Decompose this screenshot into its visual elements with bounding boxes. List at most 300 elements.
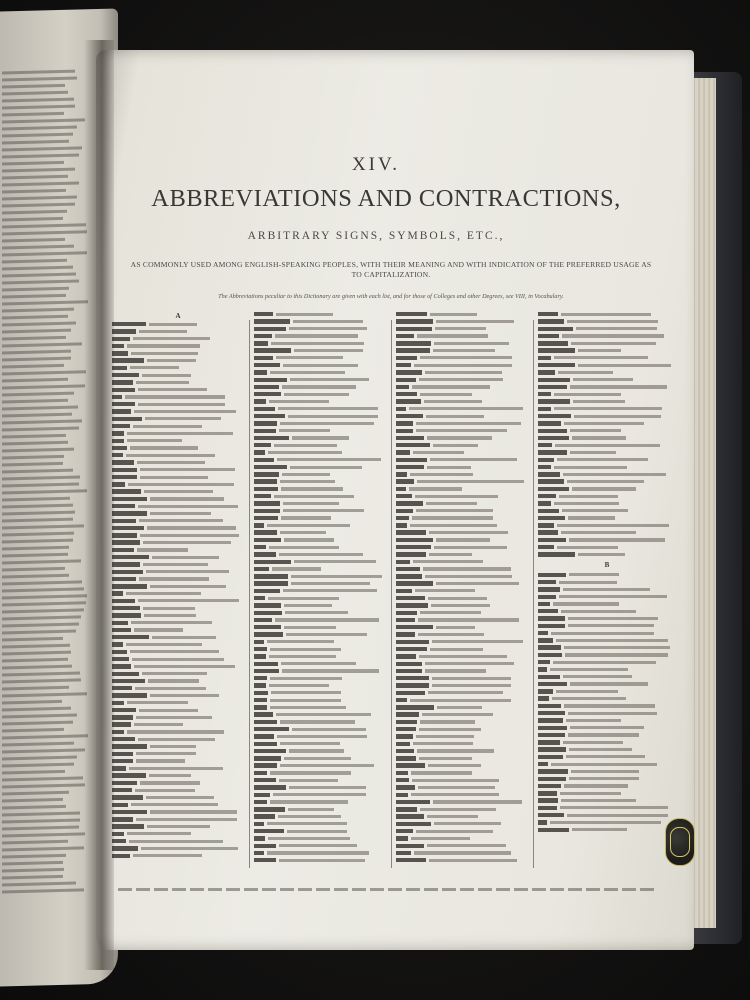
entry-meaning	[268, 597, 339, 600]
abbreviation-entry	[538, 675, 676, 679]
left-page-print-line	[2, 511, 75, 516]
abbreviation-entry	[254, 436, 386, 440]
abbreviation-entry	[112, 708, 244, 712]
entry-abbreviation	[254, 851, 264, 855]
entry-meaning	[410, 473, 473, 476]
abbreviation-entry	[254, 749, 386, 753]
entry-meaning	[279, 844, 356, 847]
entry-abbreviation	[538, 530, 558, 534]
entry-abbreviation	[254, 698, 267, 702]
left-page-print-line	[2, 399, 68, 404]
abbreviation-entry	[112, 351, 244, 355]
entry-meaning	[283, 509, 363, 512]
entry-meaning	[280, 480, 335, 483]
entry-abbreviation	[538, 740, 560, 744]
abbreviation-entry	[538, 523, 676, 527]
entry-meaning	[563, 473, 666, 476]
entry-abbreviation	[396, 312, 427, 316]
entry-abbreviation	[538, 341, 568, 345]
entry-abbreviation	[112, 388, 135, 392]
entry-abbreviation	[538, 319, 564, 323]
entry-meaning	[419, 728, 481, 731]
entry-meaning	[553, 602, 619, 605]
entry-meaning	[563, 588, 651, 591]
entry-abbreviation	[254, 676, 267, 680]
entry-meaning	[130, 650, 219, 653]
abbreviation-entry	[396, 647, 528, 651]
entry-abbreviation	[396, 858, 426, 862]
entry-abbreviation	[254, 319, 290, 323]
left-page-print-line	[2, 140, 69, 145]
entry-abbreviation	[254, 450, 265, 454]
left-page-print-line	[2, 539, 73, 544]
entry-meaning	[280, 720, 355, 723]
entry-meaning	[569, 573, 619, 576]
entry-abbreviation	[538, 392, 551, 396]
entry-abbreviation	[396, 516, 409, 520]
entry-meaning	[144, 614, 196, 617]
abbreviation-entry	[254, 443, 386, 447]
entry-abbreviation	[112, 621, 128, 625]
abbreviation-entry	[112, 606, 244, 610]
entry-meaning	[287, 830, 346, 833]
entry-meaning	[147, 359, 196, 362]
entry-meaning	[417, 480, 524, 483]
abbreviation-entry	[538, 660, 676, 664]
entry-meaning	[433, 800, 522, 803]
abbreviation-entry	[112, 482, 244, 486]
entry-meaning	[571, 770, 639, 773]
entry-meaning	[138, 738, 215, 741]
entry-abbreviation	[254, 596, 265, 600]
abbreviation-entry	[112, 715, 244, 719]
entry-meaning	[270, 699, 341, 702]
abbreviation-entry	[112, 555, 244, 559]
entry-abbreviation	[254, 436, 289, 440]
entry-abbreviation	[254, 829, 284, 833]
entry-abbreviation	[112, 606, 140, 610]
abbreviation-entry	[396, 589, 528, 593]
left-page-print-line	[2, 448, 74, 453]
entry-meaning	[570, 726, 645, 729]
entry-meaning	[573, 400, 625, 403]
entry-abbreviation	[112, 555, 149, 559]
entry-meaning	[570, 429, 621, 432]
abbreviation-entry	[538, 378, 676, 382]
left-page-print-line	[2, 475, 80, 480]
abbreviation-entry	[254, 829, 386, 833]
entry-meaning	[436, 320, 514, 323]
abbreviation-entry	[254, 348, 386, 352]
entry-abbreviation	[396, 327, 432, 331]
entry-abbreviation	[396, 625, 433, 629]
entry-meaning	[564, 646, 670, 649]
entry-abbreviation	[396, 523, 407, 527]
abbreviation-entry	[254, 523, 386, 527]
entry-abbreviation	[254, 465, 287, 469]
entry-abbreviation	[254, 763, 277, 767]
abbreviation-entry	[538, 747, 676, 751]
abbreviation-entry	[112, 599, 244, 603]
entry-abbreviation	[538, 363, 575, 367]
entry-abbreviation	[538, 378, 570, 382]
abbreviation-entry	[112, 584, 244, 588]
entry-meaning	[274, 495, 354, 498]
entry-meaning	[430, 648, 483, 651]
entry-meaning	[436, 538, 491, 541]
abbreviation-entry	[538, 399, 676, 403]
abbreviation-entry	[112, 591, 244, 595]
entry-abbreviation	[254, 793, 270, 797]
abbreviation-entry	[396, 312, 528, 316]
entry-abbreviation	[112, 548, 134, 552]
abbreviation-entry	[396, 814, 528, 818]
entry-meaning	[125, 395, 224, 398]
entry-abbreviation	[538, 587, 560, 591]
entry-abbreviation	[112, 482, 125, 486]
abbreviation-entry	[254, 567, 386, 571]
abbreviation-entry	[254, 501, 386, 505]
abbreviation-entry	[254, 509, 386, 513]
entry-meaning	[427, 436, 492, 439]
entry-meaning	[434, 822, 500, 825]
abbreviation-entry	[538, 421, 676, 425]
entry-abbreviation	[112, 788, 132, 792]
abbreviation-entry	[254, 458, 386, 462]
left-page-print-line	[2, 504, 73, 509]
entry-meaning	[139, 709, 199, 712]
entry-meaning	[432, 640, 523, 643]
abbreviation-entry	[396, 458, 528, 462]
entry-meaning	[419, 378, 503, 381]
entry-meaning	[275, 334, 358, 337]
entry-abbreviation	[112, 693, 147, 697]
abbreviation-entry	[396, 712, 528, 716]
entry-abbreviation	[538, 711, 565, 715]
abbreviation-entry	[112, 417, 244, 421]
entry-meaning	[578, 349, 620, 352]
entry-abbreviation	[254, 407, 275, 411]
entry-abbreviation	[396, 429, 413, 433]
entry-abbreviation	[396, 683, 429, 687]
column-3	[396, 312, 528, 872]
entry-meaning	[136, 818, 237, 821]
abbreviation-entry	[396, 479, 528, 483]
abbreviation-entry	[396, 392, 528, 396]
entry-abbreviation	[254, 494, 271, 498]
page-title: ABBREVIATIONS AND CONTRACTIONS,	[151, 185, 621, 212]
entry-meaning	[566, 755, 645, 758]
abbreviation-entry	[254, 742, 386, 746]
left-page-print-line	[2, 370, 86, 375]
section-letter-a: A	[175, 312, 181, 320]
entry-meaning	[418, 633, 484, 636]
entry-meaning	[277, 735, 367, 738]
left-page-print-line	[2, 469, 73, 474]
abbreviation-entry	[538, 784, 676, 788]
abbreviation-entry	[396, 581, 528, 585]
abbreviation-entry	[112, 679, 244, 683]
abbreviation-entry	[254, 319, 386, 323]
abbreviation-entry	[254, 530, 386, 534]
entry-meaning	[431, 604, 490, 607]
abbreviation-entry	[538, 820, 676, 824]
entry-abbreviation	[254, 589, 280, 593]
abbreviation-entry	[396, 596, 528, 600]
abbreviation-entry	[254, 407, 386, 411]
entry-abbreviation	[396, 844, 424, 848]
abbreviation-entry	[112, 744, 244, 748]
entry-meaning	[561, 313, 651, 316]
entry-meaning	[420, 393, 472, 396]
entry-meaning	[570, 385, 668, 388]
entry-meaning	[289, 786, 366, 789]
entry-meaning	[557, 524, 668, 527]
left-page-print-line	[2, 875, 63, 880]
left-page-print-line	[2, 763, 74, 768]
entry-meaning	[269, 655, 336, 658]
entry-abbreviation	[254, 618, 272, 622]
abbreviation-entry	[254, 698, 386, 702]
entry-abbreviation	[254, 844, 276, 848]
abbreviation-entry	[254, 516, 386, 520]
abbreviation-entry	[396, 632, 528, 636]
left-page-print-line	[2, 392, 74, 397]
entry-abbreviation	[254, 392, 281, 396]
abbreviation-entry	[538, 341, 676, 345]
abbreviation-entry	[254, 691, 386, 695]
entry-meaning	[134, 665, 235, 668]
left-page-print-line	[2, 567, 65, 572]
entry-meaning	[282, 473, 330, 476]
entry-meaning	[420, 808, 495, 811]
entry-meaning	[127, 832, 191, 835]
entry-meaning	[135, 789, 196, 792]
entry-abbreviation	[112, 737, 135, 741]
entry-abbreviation	[112, 839, 126, 843]
abbreviation-entry	[254, 363, 386, 367]
entry-abbreviation	[396, 436, 424, 440]
entry-meaning	[288, 808, 334, 811]
entry-meaning	[572, 487, 636, 490]
entry-meaning	[430, 458, 517, 461]
entry-abbreviation	[396, 618, 415, 622]
entry-meaning	[552, 697, 625, 700]
entry-abbreviation	[396, 363, 411, 367]
entry-meaning	[267, 640, 334, 643]
left-page-print-line	[2, 175, 68, 180]
abbreviation-entry	[254, 589, 386, 593]
entry-meaning	[561, 531, 636, 534]
entry-meaning	[569, 748, 632, 751]
abbreviation-entry	[396, 778, 528, 782]
entry-abbreviation	[112, 446, 127, 450]
entry-meaning	[286, 633, 366, 636]
entry-meaning	[411, 771, 472, 774]
entry-meaning	[574, 415, 662, 418]
abbreviation-entry	[112, 730, 244, 734]
abbreviation-entry	[254, 611, 386, 615]
entry-abbreviation	[112, 417, 142, 421]
entry-meaning	[144, 490, 214, 493]
entry-abbreviation	[538, 645, 561, 649]
entry-abbreviation	[538, 675, 560, 679]
left-page-print-line	[2, 279, 79, 284]
abbreviation-entry	[254, 487, 386, 491]
entry-abbreviation	[112, 650, 127, 654]
entry-abbreviation	[254, 785, 286, 789]
entry-meaning	[578, 364, 671, 367]
entry-meaning	[149, 774, 191, 777]
entry-abbreviation	[254, 683, 266, 687]
entry-meaning	[133, 854, 202, 857]
left-page-print-line	[2, 434, 66, 439]
abbreviation-entry	[396, 625, 528, 629]
entry-meaning	[550, 668, 628, 671]
entry-meaning	[290, 466, 363, 469]
abbreviation-entry	[254, 807, 386, 811]
left-page-print-line	[2, 189, 66, 194]
entry-meaning	[551, 763, 657, 766]
entry-meaning	[276, 356, 343, 359]
entry-abbreviation	[396, 778, 409, 782]
entry-abbreviation	[396, 530, 426, 534]
entry-abbreviation	[396, 407, 406, 411]
abbreviation-entry	[112, 832, 244, 836]
abbreviation-entry	[396, 509, 528, 513]
entry-abbreviation	[538, 682, 567, 686]
abbreviation-entry	[254, 676, 386, 680]
entry-abbreviation	[396, 603, 428, 607]
entry-meaning	[129, 840, 223, 843]
entry-abbreviation	[396, 378, 416, 382]
entry-meaning	[572, 828, 627, 831]
entry-abbreviation	[112, 628, 131, 632]
entry-meaning	[433, 349, 494, 352]
abbreviation-entry	[254, 479, 386, 483]
abbreviation-entry	[396, 785, 528, 789]
left-page-print-line	[2, 308, 74, 313]
entry-meaning	[425, 371, 502, 374]
abbreviation-entry	[112, 540, 244, 544]
abbreviation-entry	[254, 705, 386, 709]
entry-meaning	[275, 618, 379, 621]
left-page-text	[2, 69, 88, 897]
abbreviation-entry	[112, 839, 244, 843]
abbreviation-entry	[396, 414, 528, 418]
entry-meaning	[131, 352, 198, 355]
entry-abbreviation	[538, 327, 573, 331]
left-page-print-line	[2, 315, 68, 320]
entry-abbreviation	[538, 472, 560, 476]
entry-meaning	[412, 779, 499, 782]
left-page-print-line	[2, 489, 87, 494]
left-page-print-line	[2, 671, 80, 676]
abbreviation-entry	[254, 734, 386, 738]
abbreviation-entry	[396, 858, 528, 862]
entry-meaning	[418, 618, 520, 621]
entry-abbreviation	[112, 489, 141, 493]
entry-abbreviation	[396, 712, 419, 716]
entry-meaning	[568, 617, 658, 620]
entry-meaning	[418, 786, 495, 789]
entry-meaning	[413, 742, 473, 745]
entry-meaning	[131, 803, 217, 806]
entry-abbreviation	[538, 667, 547, 671]
left-page-print-line	[2, 846, 84, 851]
entry-meaning	[560, 806, 668, 809]
left-page-print-line	[2, 77, 77, 82]
entry-meaning	[420, 720, 476, 723]
entry-meaning	[554, 356, 649, 359]
abbreviation-entry	[538, 334, 676, 338]
entry-abbreviation	[112, 635, 149, 639]
abbreviation-entry	[538, 443, 676, 447]
abbreviation-entry	[254, 414, 386, 418]
entry-abbreviation	[396, 640, 429, 644]
left-page-print-line	[2, 259, 67, 264]
entry-abbreviation	[538, 704, 561, 708]
abbreviation-entry	[538, 682, 676, 686]
entry-abbreviation	[254, 778, 276, 782]
abbreviation-entry	[254, 596, 386, 600]
left-page-print-line	[2, 238, 65, 243]
abbreviation-entry	[396, 851, 528, 855]
entry-meaning	[126, 592, 200, 595]
left-page-print-line	[2, 882, 76, 887]
left-page-print-line	[2, 300, 88, 305]
left-page-print-line	[2, 378, 68, 383]
entry-abbreviation	[538, 718, 563, 722]
abbreviation-entry	[254, 669, 386, 673]
abbreviation-entry	[396, 705, 528, 709]
entry-abbreviation	[254, 414, 285, 418]
entry-abbreviation	[396, 632, 415, 636]
abbreviation-entry	[112, 468, 244, 472]
abbreviation-entry	[538, 436, 676, 440]
entry-meaning	[559, 595, 667, 598]
abbreviation-entry	[254, 334, 386, 338]
abbreviation-entry	[112, 475, 244, 479]
entry-abbreviation	[254, 611, 282, 615]
entry-meaning	[271, 691, 341, 694]
abbreviation-entry	[254, 654, 386, 658]
entry-abbreviation	[112, 664, 131, 668]
entry-meaning	[140, 468, 235, 471]
entry-abbreviation	[538, 552, 575, 556]
sticker-ring	[670, 827, 690, 857]
entry-meaning	[556, 639, 668, 642]
abbreviation-entry	[112, 337, 244, 341]
left-page-print-line	[2, 98, 74, 103]
entry-meaning	[417, 334, 488, 337]
entry-abbreviation	[112, 562, 140, 566]
abbreviation-entry	[538, 689, 676, 693]
abbreviation-entry	[112, 511, 244, 515]
left-page-print-line	[2, 266, 73, 271]
abbreviation-entry	[254, 836, 386, 840]
entry-abbreviation	[538, 813, 564, 817]
abbreviation-entry	[396, 538, 528, 542]
left-page-print-line	[2, 357, 71, 362]
entry-meaning	[292, 728, 366, 731]
abbreviation-entry	[538, 704, 676, 708]
abbreviation-entry	[396, 348, 528, 352]
entry-meaning	[142, 672, 208, 675]
abbreviation-entry	[538, 638, 676, 642]
entry-abbreviation	[538, 429, 567, 433]
entry-meaning	[145, 417, 221, 420]
